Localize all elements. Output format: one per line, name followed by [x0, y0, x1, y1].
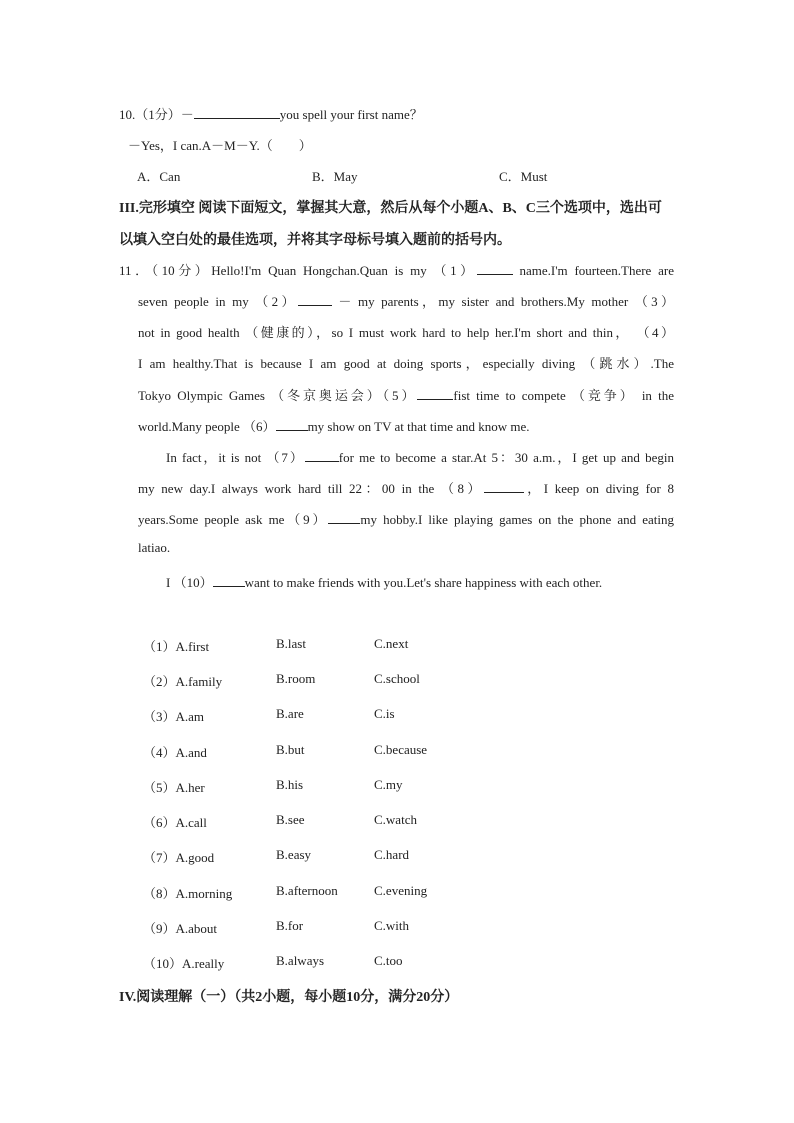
choice-6-a: （6）A.call — [143, 815, 207, 830]
q10-option-c: C．Must — [499, 169, 548, 184]
choice-9-c: C.with — [374, 918, 410, 933]
answer-blank — [417, 388, 453, 400]
choice-10-c: C.too — [374, 953, 403, 968]
choice-4-c: C.because — [374, 742, 428, 757]
choice-5-a: （5）A.her — [143, 780, 205, 795]
choice-3-b: B.are — [276, 706, 304, 721]
choice-1-b: B.last — [276, 636, 306, 651]
choice-8-b: B.afternoon — [276, 883, 338, 898]
answer-blank — [484, 481, 524, 493]
answer-blank — [276, 419, 308, 431]
choice-4-a: （4）A.and — [143, 745, 207, 760]
q11-line-2: seven people in my （2） － my parents，my sister and brothers.My mother （3） — [138, 294, 674, 309]
q10-option-a: A．Can — [137, 169, 181, 184]
q11-line-7: In fact，it is not （7） for me to become a star.At 5：30 a.m.，I get up and begin — [166, 450, 674, 465]
q10-stem: 10.（1分）－ you spell your first name？ — [119, 107, 423, 122]
q11-line-9: years.Some people ask me（9） my hobby.I like playing games on the phone and eating — [138, 512, 674, 527]
choice-2-a: （2）A.family — [143, 674, 223, 689]
q11-line-1: 11．（10分）Hello!I'm Quan Hongchan.Quan is my （1） name.I'm fourteen.There are — [119, 263, 674, 278]
choice-7-a: （7）A.good — [143, 850, 215, 865]
choice-2-c: C.school — [374, 671, 420, 686]
q11-line-8: my new day.I always work hard till 22：00 in the （8） ，I keep on diving for 8 — [138, 481, 674, 496]
choice-7-b: B.easy — [276, 847, 312, 862]
choice-3-c: C.is — [374, 706, 395, 721]
choice-8-a: （8）A.morning — [143, 886, 233, 901]
q11-line-6: world.Many people （6） my show on TV at that time and know me. — [138, 419, 530, 434]
q11-line-10: latiao. — [138, 540, 171, 555]
q11-line-5: Tokyo Olympic Games （冬京奥运会）（5） fist time to compete （竞争） in the — [138, 388, 674, 403]
choice-6-b: B.see — [276, 812, 305, 827]
section-4-heading: IV.阅读理解（一）（共2小题，每小题10分，满分20分） — [119, 990, 459, 1005]
choice-8-c: C.evening — [374, 883, 428, 898]
choice-10-a: （10）A.really — [143, 956, 225, 971]
choice-5-b: B.his — [276, 777, 304, 792]
choice-2-b: B.room — [276, 671, 316, 686]
q11-line-11: I （10） want to make friends with you.Let's share happiness with each other. — [166, 575, 603, 590]
choice-1-a: （1）A.first — [143, 639, 210, 654]
answer-blank — [298, 294, 332, 306]
q10-option-b: B．May — [312, 169, 358, 184]
choice-3-a: （3）A.am — [143, 709, 205, 724]
q11-line-4: I am healthy.That is because I am good at doing sports，especially diving （跳水）.The — [138, 356, 674, 371]
answer-blank — [194, 107, 280, 119]
answer-blank — [328, 512, 360, 524]
choice-6-c: C.watch — [374, 812, 417, 827]
choice-7-c: C.hard — [374, 847, 410, 862]
answer-blank — [477, 263, 513, 275]
section-3-heading-line2: 以填入空白处的最佳选项，并将其字母标号填入题前的括号内。 — [119, 233, 511, 248]
answer-blank — [213, 575, 245, 587]
answer-blank — [305, 450, 339, 462]
choice-10-b: B.always — [276, 953, 325, 968]
choice-5-c: C.my — [374, 777, 403, 792]
q11-line-3: not in good health （健康的），so I must work hard to help her.I'm short and thin， （4） — [138, 325, 674, 340]
section-3-heading-line1: III.完形填空 阅读下面短文，掌握其大意，然后从每个小题A、B、C三个选项中，选出可 — [119, 201, 662, 216]
choice-9-b: B.for — [276, 918, 304, 933]
choice-4-b: B.but — [276, 742, 305, 757]
choice-1-c: C.next — [374, 636, 409, 651]
q10-reply: －Yes，I can.A－M－Y.（ ） — [128, 138, 312, 153]
choice-9-a: （9）A.about — [143, 921, 218, 936]
